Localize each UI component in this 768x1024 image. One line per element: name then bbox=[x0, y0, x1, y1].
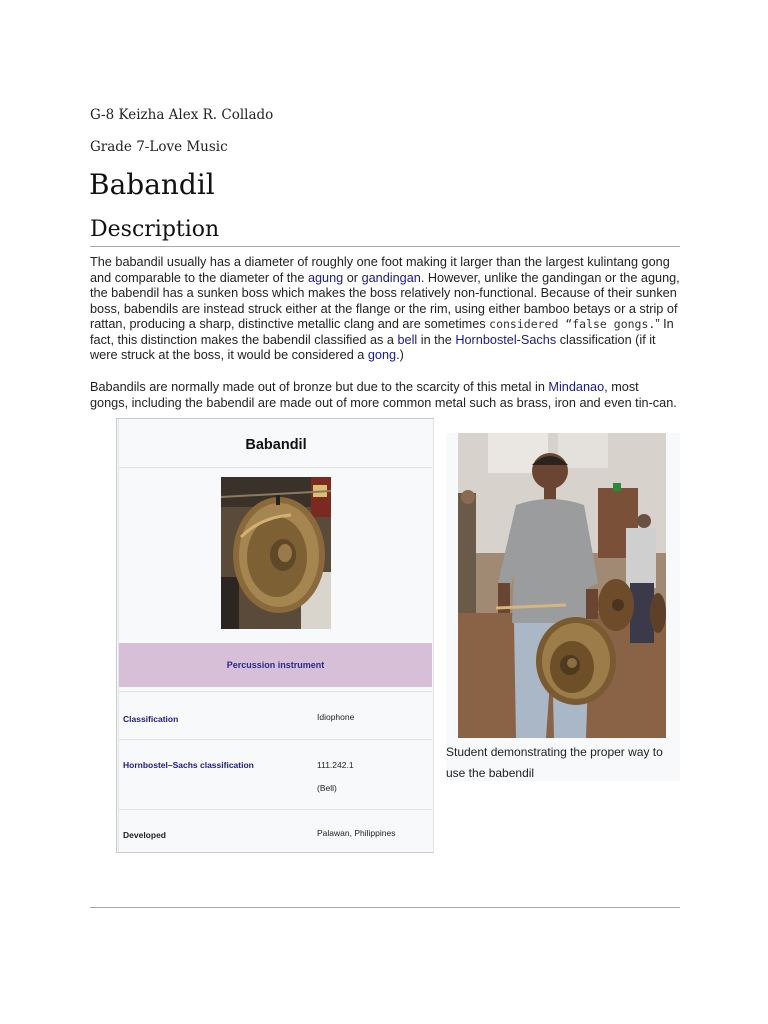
infobox-row-classification bbox=[119, 691, 432, 738]
link-gong[interactable]: gong bbox=[367, 348, 397, 362]
paragraph-text: classification (if it were struck at the boss, it would be considered a bbox=[90, 332, 656, 362]
paragraph-text: Babandils are normally made out of bronze but due to the scarcity of this metal in bbox=[90, 380, 549, 394]
paragraph-text: in the bbox=[417, 332, 456, 347]
section-heading: Description bbox=[90, 217, 220, 242]
infobox-divider bbox=[119, 467, 432, 468]
infobox-title: Babandil bbox=[245, 437, 307, 453]
hornbostel-label[interactable]: Hornbostel–Sachs classification bbox=[123, 760, 254, 770]
link-mindanao[interactable]: Mindanao bbox=[548, 380, 605, 394]
photo-caption: Student demonstrating the proper way to use the babendil bbox=[446, 745, 663, 780]
student-photo bbox=[458, 433, 666, 738]
author-line: G-8 Keizha Alex R. Collado bbox=[90, 107, 274, 123]
page-title: Babandil bbox=[89, 168, 215, 201]
developed-value: Palawan, Philippines bbox=[317, 828, 396, 838]
paragraph-text: or bbox=[343, 270, 362, 285]
classification-label[interactable]: Classification bbox=[123, 714, 179, 724]
paragraph-text: ” In fact, this distinction makes the babendil classified as a bbox=[90, 317, 674, 347]
paragraph-text: , most gongs, including the babendil are made out of more common metal such as brass, iron and even tin-can. bbox=[90, 380, 677, 410]
bottom-divider bbox=[90, 907, 680, 908]
heading-divider bbox=[90, 246, 680, 247]
materials-paragraph bbox=[90, 380, 680, 411]
link-hornbostel-sachs[interactable]: Hornbostel-Sachs bbox=[455, 332, 557, 347]
link-bell[interactable]: bell bbox=[397, 332, 418, 347]
classification-value: Idiophone bbox=[317, 712, 355, 722]
photo-figure bbox=[446, 433, 680, 781]
paragraph-text: . However, unlike the gandingan or the agung, the babendil has a sunken boss which makes the boss relatively non-functional. Because of their sunken boss, babendils are instead struck either at the flange or the rim, using either bamboo betays or a strip of rattan, producing a sharp, distinctive metallic clang and are sometimes bbox=[90, 270, 680, 331]
infobox-row-developed bbox=[119, 809, 432, 850]
hornbostel-value: 111.242.1 bbox=[317, 760, 354, 770]
description-paragraph bbox=[90, 255, 680, 364]
gong-image bbox=[221, 477, 331, 629]
paragraph-text: The babandil usually has a diameter of roughly one foot making it larger than the largest kulintang gong and comparable to the diameter of the bbox=[90, 255, 670, 285]
hornbostel-subvalue: (Bell) bbox=[317, 783, 337, 793]
infobox-row-hornbostel bbox=[119, 739, 432, 806]
instrument-type-band: Percussion instrument bbox=[119, 643, 432, 687]
grade-line: Grade 7-Love Music bbox=[90, 139, 228, 155]
paragraph-text: .) bbox=[396, 348, 404, 362]
infobox-border bbox=[433, 419, 434, 852]
infobox bbox=[116, 418, 434, 853]
developed-label: Developed bbox=[123, 830, 166, 840]
link-agung[interactable]: agung bbox=[307, 270, 344, 285]
link-gandingan[interactable]: gandingan bbox=[361, 270, 421, 285]
quoted-term: considered “false gongs. bbox=[489, 317, 656, 331]
